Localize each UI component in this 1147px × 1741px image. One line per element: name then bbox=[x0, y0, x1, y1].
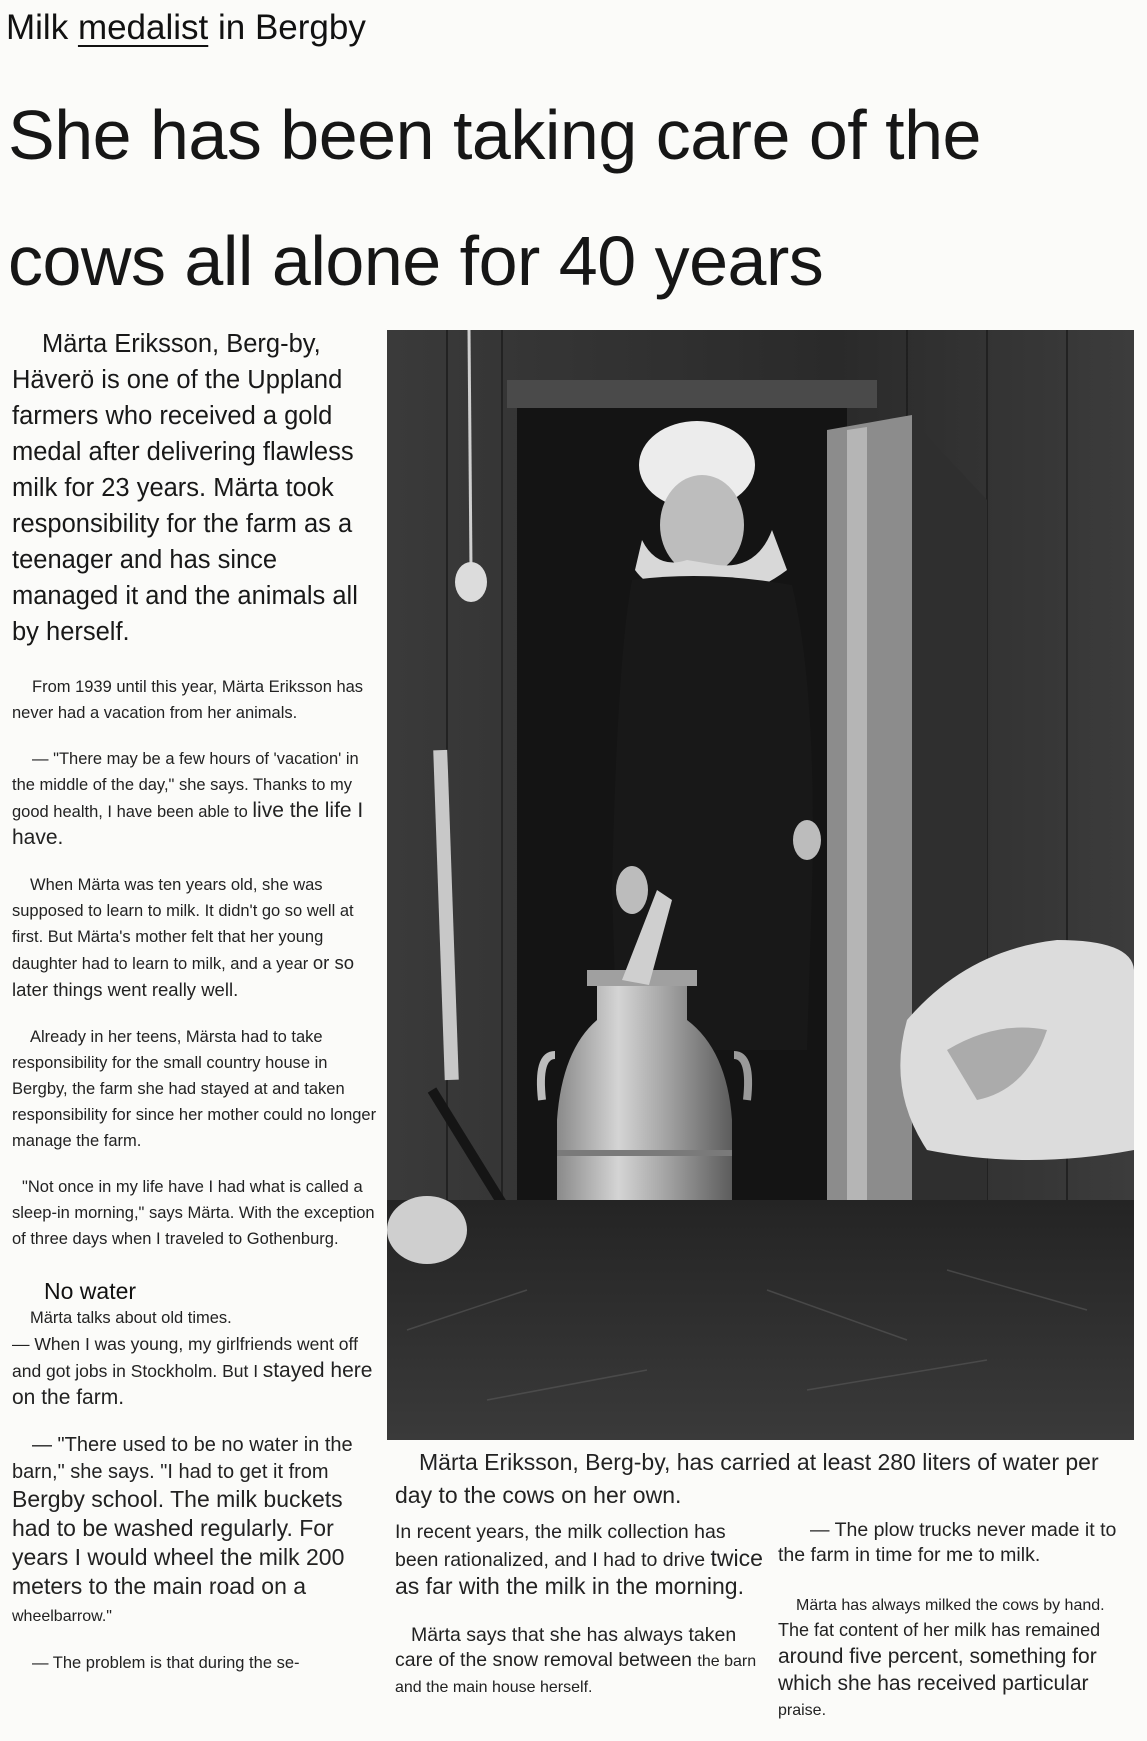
left-paragraph-5: "Not once in my life have I had what is called a sleep-in morning," says Märta. With the exception of three days when I traveled to Gothenburg. bbox=[12, 1178, 375, 1248]
mid-p2-b: the barn and the main house herself. bbox=[395, 1653, 757, 1696]
kicker-underlined: medalist bbox=[77, 8, 209, 47]
photo-illustration bbox=[387, 330, 1134, 1440]
kicker-post: in Bergby bbox=[208, 8, 366, 47]
left-p2-b: live the life I have. bbox=[12, 799, 364, 849]
left-paragraph-7 bbox=[12, 1432, 378, 1630]
right-column bbox=[778, 1518, 1140, 1737]
mid-p1-a: In recent years, the milk collection has been rationalized, and I had to drive bbox=[395, 1521, 726, 1571]
left-p3-b: or so later things went really well. bbox=[12, 952, 355, 1000]
kicker-pre: Milk bbox=[6, 8, 78, 47]
subhead-no-water: No water bbox=[44, 1278, 137, 1304]
left-p7-a: — "There used to be no water in the barn," she says. "I had to get it from bbox=[12, 1434, 353, 1483]
left-p7-c: wheelbarrow." bbox=[12, 1608, 112, 1625]
headline-line-1: She has been taking care of the bbox=[8, 96, 981, 174]
left-p3-a: When Märta was ten years old, she was supposed to learn to milk. It didn't go so well at first. But Märta's mother felt that her young daughter had to learn to milk, and a year bbox=[12, 876, 354, 973]
left-paragraph-4: Already in her teens, Märsta had to take responsibility for the small country house in Bergby, the farm she had stayed at and taken responsibility for since her mother could no longer manage the farm. bbox=[12, 1028, 377, 1150]
left-paragraph-1: From 1939 until this year, Märta Eriksson has never had a vacation from her animals. bbox=[12, 678, 364, 722]
lead-text: Märta Eriksson, Berg-by, Häverö is one of the Uppland farmers who received a gold medal after delivering flawless milk for 23 years. Märta took responsibility for the farm as a teenager and has since managed it and the animals all by herself. bbox=[12, 330, 358, 646]
photo-caption bbox=[395, 1446, 1135, 1512]
mid-paragraph-1 bbox=[395, 1520, 765, 1601]
left-p6-b: — When I was young, my girlfriends went off and got jobs in Stockholm. But I bbox=[12, 1334, 358, 1381]
left-p2-a: — "There may be a few hours of 'vacation' in the middle of the day," she says. Thanks to my good health, I have been able to bbox=[12, 750, 359, 821]
left-column bbox=[12, 326, 378, 1696]
right-p2-d: praise. bbox=[778, 1702, 827, 1719]
right-paragraph-1: — The plow trucks never made it to the farm in time for me to milk. bbox=[778, 1519, 1117, 1566]
mid-p1-b: twice as far with the milk in the morning. bbox=[395, 1545, 763, 1599]
headline bbox=[8, 72, 1138, 324]
left-p6-c: stayed here on the farm. bbox=[12, 1359, 373, 1409]
mid-p2-a: Märta says that she has always taken care of the snow removal between bbox=[395, 1624, 737, 1671]
left-p6-a: Märta talks about old times. bbox=[30, 1309, 232, 1327]
kicker bbox=[6, 8, 366, 48]
middle-column bbox=[395, 1520, 765, 1714]
left-paragraph-2 bbox=[12, 746, 378, 852]
woman-with-milk-can-photo bbox=[387, 330, 1134, 1440]
left-paragraph-3 bbox=[12, 872, 378, 1004]
lead-paragraph bbox=[12, 326, 378, 650]
left-p7-b: Bergby school. The milk buckets had to be washed regularly. For years I would wheel the milk 200 meters to the main road on a bbox=[12, 1486, 345, 1599]
left-paragraph-6 bbox=[12, 1305, 378, 1412]
caption-text: Märta Eriksson, Berg-by, has carried at least 280 liters of water per day to the cows on her own. bbox=[395, 1449, 1099, 1508]
right-p2-b: The fat content of her milk has remained bbox=[778, 1620, 1101, 1640]
right-p2-c: around five percent, something for which she has received particular bbox=[778, 1645, 1097, 1695]
left-paragraph-8: — The problem is that during the se- bbox=[32, 1654, 300, 1672]
right-p2-a: Märta has always milked the cows by hand. bbox=[796, 1597, 1105, 1614]
right-paragraph-2 bbox=[778, 1592, 1140, 1723]
headline-line-2: cows all alone for 40 years bbox=[8, 222, 824, 300]
mid-paragraph-2 bbox=[395, 1623, 765, 1700]
